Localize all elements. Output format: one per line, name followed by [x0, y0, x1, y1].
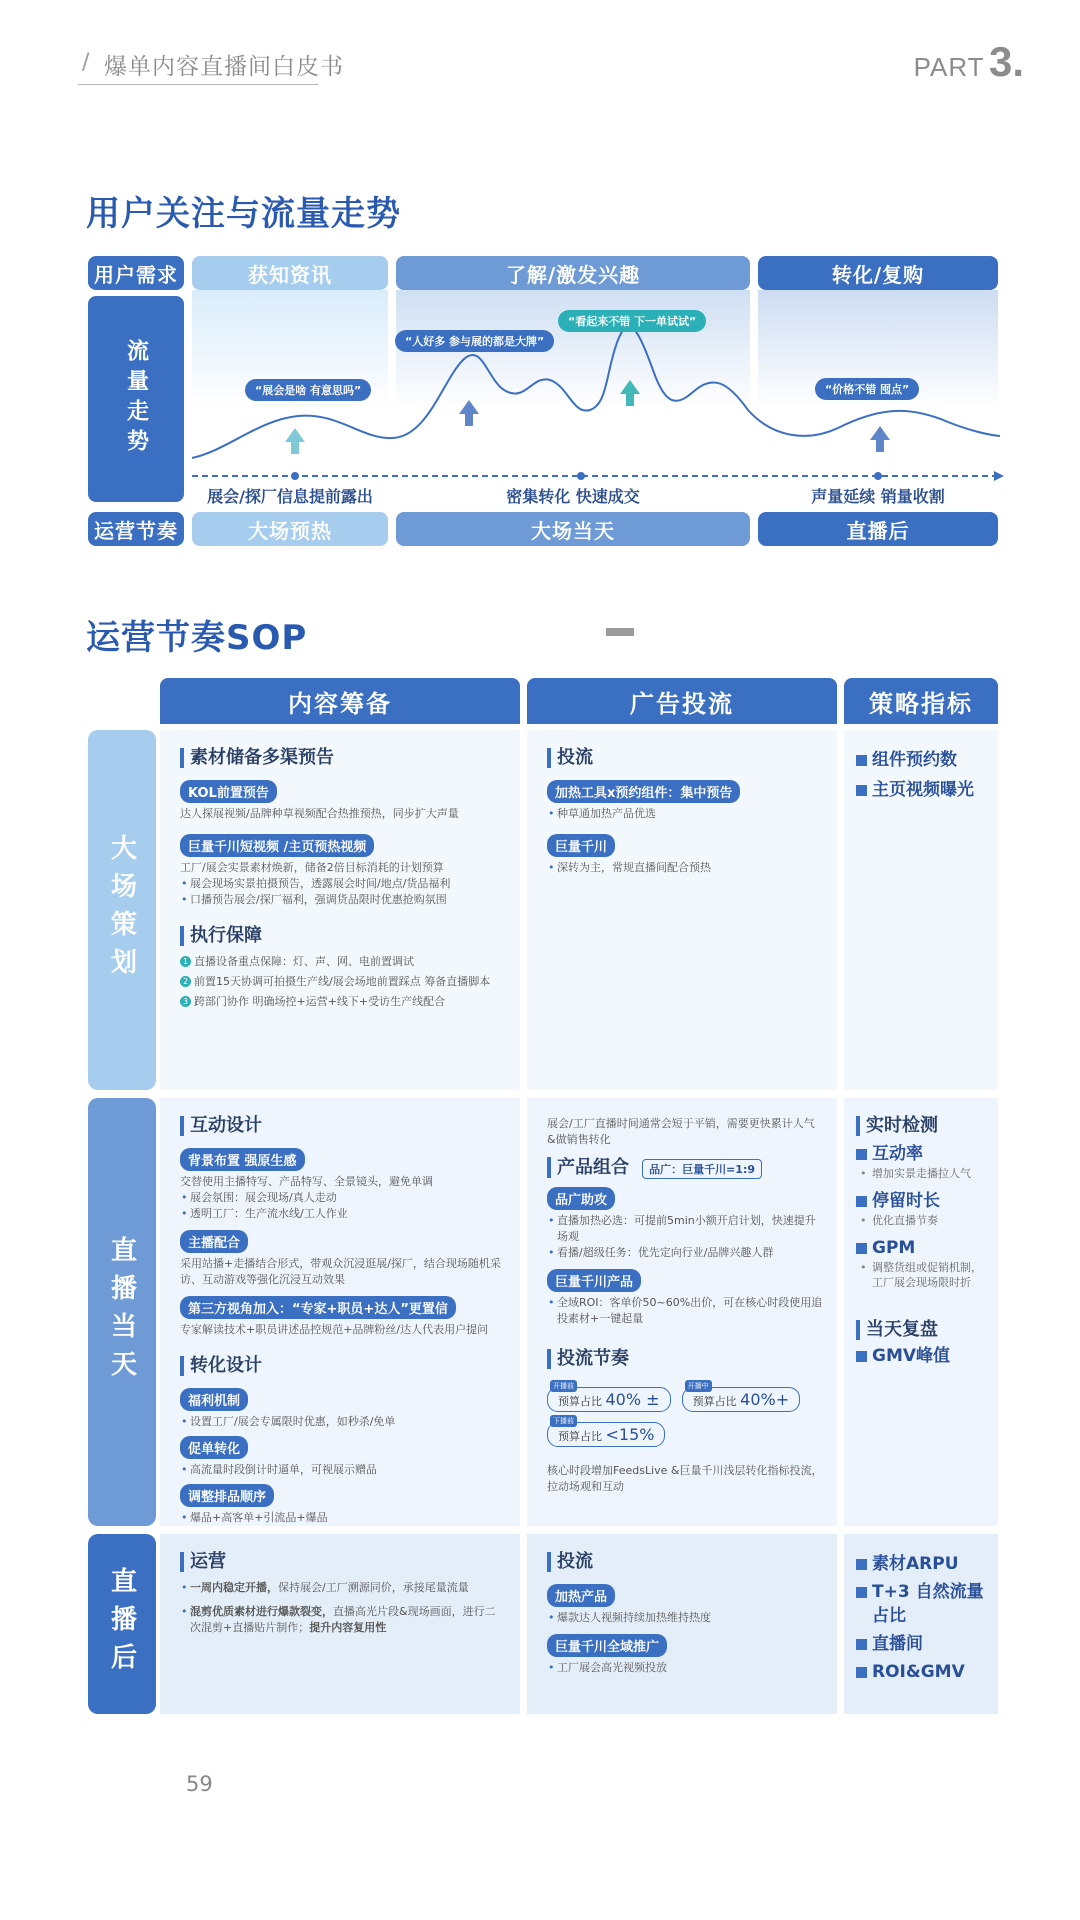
- need-stage-2: 了解/激发兴趣: [396, 256, 750, 290]
- timeline-dot-1: [291, 472, 299, 480]
- header-slash: /: [82, 50, 90, 75]
- timeline-dot-2: [577, 472, 585, 480]
- bullet-expo-atmosphere: • 展会氛围：展会现场/真人走动: [180, 1190, 506, 1206]
- text-third-party: 专家解读技术+职员讲述品控规范+品牌粉丝/达人代表用户提问: [180, 1323, 489, 1336]
- bullet-zhongcaotong: • 种草通加热产品优选: [547, 806, 823, 822]
- up-arrow-icon-4: [870, 426, 890, 452]
- bullet-deep-conversion: • 深转为主，常规直播间配合预热: [547, 860, 823, 876]
- cell-live-metrics: [844, 1098, 998, 1526]
- note-gpm: • 调整货组或促销机制，工厂展会现场限时折: [856, 1260, 984, 1290]
- divider-dash-icon: [606, 628, 634, 636]
- heading-material: 素材储备多渠预告: [180, 748, 506, 768]
- budget-pill-1: 开播前 预算占比 40% ±: [547, 1387, 671, 1412]
- heading-conversion: 转化设计: [180, 1356, 506, 1376]
- heading-operation: 运营: [180, 1552, 506, 1572]
- tag-qianchuan-products: 巨量千川产品: [547, 1269, 641, 1292]
- section-title-sop: 运营节奏SOP: [86, 618, 308, 658]
- stage-label-3: 声量延续 销量收割: [811, 487, 945, 506]
- page-number: 59: [186, 1772, 213, 1796]
- rhythm-stage-2: 大场当天: [396, 512, 750, 546]
- heading-review: 当天复盘: [856, 1320, 984, 1340]
- cell-post-content: [160, 1534, 520, 1714]
- tag-kol-preview: KOL前置预告: [180, 780, 277, 803]
- metric-gpm: GPM: [856, 1236, 984, 1260]
- up-arrow-icon-2: [459, 400, 479, 426]
- cell-live-ads: [527, 1098, 837, 1526]
- cell-pre-metrics: [844, 730, 998, 1090]
- cell-pre-content: [160, 730, 520, 1090]
- numbered-item-3: 3 跨部门协作 明确场控+运营+线下+受访生产线配合: [180, 994, 506, 1010]
- cell-post-metrics: [844, 1534, 998, 1714]
- numbered-item-2: 2 前置15天协调可拍摄生产线/展会场地前置踩点 筹备直播脚本: [180, 974, 506, 990]
- cell-live-content: [160, 1098, 520, 1526]
- metric-natural-traffic: T+3 自然流量占比: [856, 1580, 984, 1628]
- text-host-coop: 采用站播+走播结合形式，带观众沉浸逛展/探厂，结合现场随机采访、互动游戏等强化沉浸互动效果: [180, 1257, 501, 1286]
- need-stage-3: 转化/复购: [758, 256, 998, 290]
- cell-post-ads: [527, 1534, 837, 1714]
- numbered-item-1: 1 直播设备重点保障：灯、声、网、电前置调试: [180, 954, 506, 970]
- bullet-stable-live: • 一周内稳定开播，保持展会/工厂溯源同价，承接尾量流量: [180, 1580, 506, 1596]
- need-stage-1: 获知资讯: [192, 256, 388, 290]
- stage-label-2: 密集转化 快速成交: [506, 487, 640, 506]
- traffic-trend-chart: [188, 330, 1008, 490]
- document-title: 爆单内容直播间白皮书: [104, 54, 344, 80]
- heading-realtime: 实时检测: [856, 1116, 984, 1136]
- ratio-tag: 品广：巨量千川=1:9: [642, 1159, 762, 1179]
- heading-interaction: 互动设计: [180, 1116, 506, 1136]
- quote-bubble-1: “展会是啥 有意思吗”: [245, 379, 371, 401]
- bullet-benefits: • 设置工厂/展会专属限时优惠，如秒杀/免单: [180, 1414, 506, 1430]
- col-header-content: 内容筹备: [160, 678, 520, 724]
- text-live-intro: 展会/工厂直播时间通常会短于平销，需要更快累计人气&做销售转化: [547, 1117, 815, 1146]
- row-label-post-live: 直播后: [88, 1534, 156, 1714]
- bullet-product-order: • 爆品+高客单+引流品+爆品: [180, 1510, 506, 1526]
- part-number: 3.: [988, 38, 1024, 85]
- bullet-transparent-factory: • 透明工厂：生产流水线/工人作业: [180, 1206, 506, 1222]
- metric-arpu: 素材ARPU: [856, 1552, 984, 1576]
- text-feedslive: 核心时段增加FeedsLive &巨量千川浅层转化指标投流，拉动场观和互动: [547, 1463, 823, 1493]
- timeline-dot-3: [874, 472, 882, 480]
- metric-stay-time: 停留时长: [856, 1189, 984, 1213]
- stage-label-1: 展会/探厂信息提前露出: [207, 487, 373, 506]
- tag-heating-products: 加热产品: [547, 1584, 615, 1607]
- tag-heating-tools: 加热工具x预约组件：集中预告: [547, 780, 740, 803]
- heading-ads-pre: 投流: [547, 748, 823, 768]
- tag-qianchuan: 巨量千川: [547, 834, 615, 857]
- quote-bubble-2: “人好多 参与展的都是大牌”: [395, 330, 554, 352]
- tag-qianchuan-global: 巨量千川全域推广: [547, 1634, 667, 1657]
- tag-benefits: 福利机制: [180, 1388, 248, 1411]
- tag-qianchuan-video: 巨量千川短视频 /主页预热视频: [180, 834, 374, 857]
- tag-host-coop: 主播配合: [180, 1230, 248, 1253]
- tag-pinguang: 品广助攻: [547, 1187, 615, 1210]
- bullet-viral-heating: • 爆款达人视频持续加热维持热度: [547, 1610, 823, 1626]
- row-label-pre-event: 大场策划: [88, 730, 156, 1090]
- section-title-traffic: 用户关注与流量走势: [86, 194, 401, 234]
- tag-product-order: 调整排品顺序: [180, 1484, 274, 1507]
- heading-ad-rhythm: 投流节奏: [547, 1349, 823, 1369]
- text-qianchuan-video: 工厂/展会实景素材焕新，储备2倍目标消耗的计划预算: [180, 861, 444, 874]
- row-label-user-need: 用户需求: [88, 256, 184, 290]
- quote-bubble-4: “价格不错 囤点”: [815, 378, 919, 400]
- bullet-remix: • 混剪优质素材进行爆款裂变，直播高光片段&现场画面，进行二次混剪+直播贴片制作；提升内容复用性: [180, 1604, 506, 1636]
- tag-background: 背景布置 强原生感: [180, 1148, 305, 1171]
- part-indicator: [914, 38, 1024, 86]
- text-kol-preview: 达人探展视频/品牌种草视频配合热推预热，同步扩大声量: [180, 807, 459, 820]
- header-underline: [78, 84, 318, 85]
- rhythm-stage-1: 大场预热: [192, 512, 388, 546]
- part-word: PART: [913, 52, 985, 82]
- col-header-metrics: 策略指标: [844, 678, 998, 724]
- heading-product-combo: 产品组合: [547, 1157, 629, 1178]
- tag-push-order: 促单转化: [180, 1436, 248, 1459]
- bullet-roi: • 全域ROI：客单价50~60%出价，可在核心时段使用追投素材+一键起量: [547, 1295, 823, 1327]
- timeline-arrow-icon: [994, 471, 1004, 481]
- bullet-push-order: • 高流量时段倒计时逼单，可视展示赠品: [180, 1462, 506, 1478]
- row-label-rhythm: 运营节奏: [88, 512, 184, 546]
- heading-ads-post: 投流: [547, 1552, 823, 1572]
- metric-reservations: 组件预约数: [856, 748, 984, 772]
- bullet-highlight-video: • 工厂展会高光视频投放: [547, 1660, 823, 1676]
- quote-bubble-3: “看起来不错 下一单试试”: [558, 310, 706, 332]
- heading-execution: 执行保障: [180, 926, 506, 946]
- metric-interaction-rate: 互动率: [856, 1142, 984, 1166]
- metric-homepage-exposure: 主页视频曝光: [856, 778, 984, 802]
- note-stay-time: • 优化直播节奏: [856, 1213, 984, 1228]
- text-shots: 交替使用主播特写、产品特写、全景镜头，避免单调: [180, 1175, 433, 1188]
- row-label-traffic-trend: 流量走势: [88, 296, 184, 502]
- tag-third-party: 第三方视角加入：“专家+职员+达人”更置信: [180, 1296, 456, 1319]
- row-label-live-day: 直播当天: [88, 1098, 156, 1526]
- col-header-ads: 广告投流: [527, 678, 837, 724]
- up-arrow-icon-1: [285, 428, 305, 454]
- cell-pre-ads: [527, 730, 837, 1090]
- bullet-oral-preview: • 口播预告展会/探厂福利，强调货品限时优惠抢购氛围: [180, 892, 506, 908]
- budget-pill-3: 下播前 预算占比 <15%: [547, 1422, 665, 1447]
- budget-pill-2: 开播中 预算占比 40%+: [682, 1387, 800, 1412]
- metric-live-room: 直播间: [856, 1632, 984, 1656]
- note-interaction-rate: • 增加实景走播拉人气: [856, 1166, 984, 1181]
- metric-roi-gmv: ROI&GMV: [856, 1660, 984, 1684]
- rhythm-stage-3: 直播后: [758, 512, 998, 546]
- bullet-super-task: • 看播/超级任务：优先定向行业/品牌兴趣人群: [547, 1245, 823, 1261]
- up-arrow-icon-3: [620, 380, 640, 406]
- metric-gmv-peak: GMV峰值: [856, 1344, 984, 1368]
- bullet-heating-required: • 直播加热必选：可提前5min小额开启计划，快速提升场观: [547, 1213, 823, 1245]
- bullet-scene-shoot: • 展会现场实景拍摄预告，透露展会时间/地点/货品福利: [180, 876, 506, 892]
